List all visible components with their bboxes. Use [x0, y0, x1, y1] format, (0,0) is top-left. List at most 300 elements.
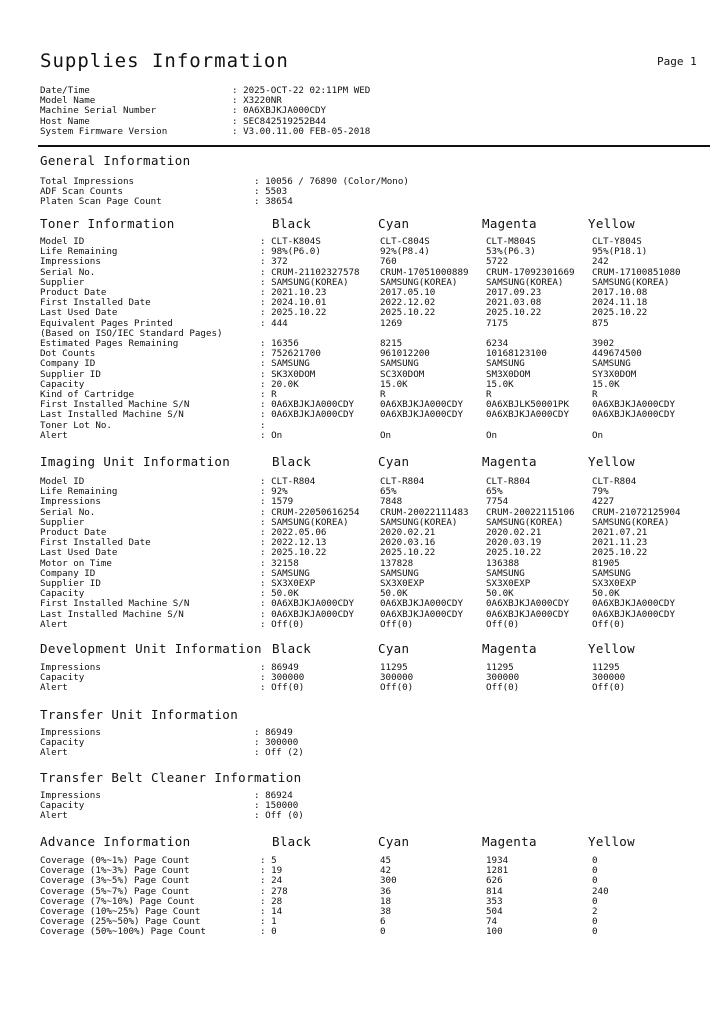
section-title: Development Unit Information: [40, 641, 262, 656]
row-label: Product Date: [40, 287, 107, 298]
row-label: Model ID: [40, 476, 85, 487]
cell-value: : 150000: [254, 800, 299, 812]
cell-value: 300: [380, 875, 397, 887]
cell-value: 7175: [486, 317, 509, 329]
cell-value: : 0A6XBJKJA000CDY: [260, 598, 355, 610]
cell-value: : 2025.10.22: [260, 547, 327, 559]
row-label: Coverage (7%~10%) Page Count: [40, 895, 195, 907]
cell-value: CRUM-17100851080: [592, 266, 681, 278]
column-header: Black: [272, 454, 312, 469]
section-title: Imaging Unit Information: [40, 454, 231, 469]
cell-value: 0A6XBJLK50001PK: [486, 399, 569, 411]
row-label: Company ID: [40, 567, 96, 579]
row-label: Coverage (1%~3%) Page Count: [40, 865, 190, 877]
cell-value: 2020.03.16: [380, 537, 436, 549]
cell-value: CRUM-20022111483: [380, 506, 469, 518]
data-row: [0, 497, 724, 507]
cell-value: 2022.12.02: [380, 297, 436, 309]
cell-value: : 24: [260, 875, 283, 887]
row-label: Capacity: [40, 737, 85, 749]
cell-value: CLT-C804S: [380, 236, 430, 247]
cell-value: 1934: [486, 855, 509, 866]
cell-value: : 372: [260, 256, 288, 268]
cell-value: 7848: [380, 496, 403, 508]
row-label: Estimated Pages Remaining: [40, 338, 179, 349]
row-label: Serial No.: [40, 266, 96, 278]
row-label: Capacity: [40, 800, 85, 812]
cell-value: 15.0K: [380, 378, 408, 390]
cell-value: 0A6XBJKJA000CDY: [486, 598, 569, 610]
row-label: Life Remaining: [40, 246, 118, 258]
cell-value: 137828: [380, 557, 414, 569]
cell-value: : 1579: [260, 496, 294, 508]
cell-value: 242: [592, 256, 609, 268]
cell-value: : 0A6XBJKJA000CDY: [260, 409, 355, 421]
cell-value: : 444: [260, 317, 288, 329]
row-label: First Installed Machine S/N: [40, 598, 190, 610]
cell-value: 1269: [380, 317, 403, 329]
row-label: Supplier: [40, 516, 85, 528]
cell-value: 3902: [592, 338, 615, 349]
cell-value: 0A6XBJKJA000CDY: [486, 409, 569, 421]
cell-value: 0: [592, 875, 598, 887]
cell-value: : CRUM-21102327578: [260, 266, 360, 278]
cell-value: 4227: [592, 496, 615, 508]
row-label: Coverage (25%~50%) Page Count: [40, 916, 201, 928]
cell-value: 0A6XBJKJA000CDY: [592, 608, 675, 620]
cell-value: 353: [486, 895, 503, 907]
cell-value: CRUM-21072125904: [592, 506, 681, 518]
cell-value: : SAMSUNG: [260, 358, 310, 370]
cell-value: 15.0K: [592, 378, 620, 390]
cell-value: : 20.0K: [260, 378, 299, 390]
cell-value: 0A6XBJKJA000CDY: [592, 409, 675, 421]
row-label: Alert: [40, 682, 68, 694]
cell-value: 0A6XBJKJA000CDY: [380, 608, 463, 620]
cell-value: 2025.10.22: [380, 307, 436, 319]
cell-value: : 32158: [260, 557, 299, 569]
cell-value: : 0A6XBJKJA000CDY: [260, 399, 355, 411]
cell-value: Off(0): [592, 682, 626, 694]
cell-value: 2017.09.23: [486, 287, 542, 298]
column-header: Magenta: [482, 834, 537, 849]
cell-value: : 2022.05.06: [260, 527, 327, 538]
column-header: Magenta: [482, 641, 537, 656]
header-value: : 2025-OCT-22 02:11PM WED: [232, 85, 371, 96]
cell-value: 95%(P18.1): [592, 246, 648, 258]
row-label: Serial No.: [40, 506, 96, 518]
row-label: Supplier ID: [40, 368, 101, 380]
cell-value: 2020.02.21: [380, 527, 436, 538]
column-header: Cyan: [378, 834, 410, 849]
cell-value: 136388: [486, 557, 520, 569]
column-header: Cyan: [378, 454, 410, 469]
cell-value: : SAMSUNG(KOREA): [260, 516, 349, 528]
cell-value: 0A6XBJKJA000CDY: [380, 598, 463, 610]
data-row: [0, 247, 724, 257]
column-header: Magenta: [482, 454, 537, 469]
cell-value: 8215: [380, 338, 403, 349]
section-title: Transfer Unit Information: [40, 707, 239, 722]
cell-value: SAMSUNG: [380, 358, 419, 370]
cell-value: : Off (0): [254, 810, 304, 822]
column-header: Yellow: [588, 834, 635, 849]
column-header: Magenta: [482, 216, 537, 231]
row-label: First Installed Date: [40, 297, 151, 309]
cell-value: 42: [380, 865, 392, 877]
header-value: : 0A6XBJKJA000CDY: [232, 105, 327, 117]
cell-value: CLT-Y804S: [592, 236, 642, 247]
data-row: [0, 548, 724, 558]
cell-value: : 2022.12.13: [260, 537, 327, 549]
row-label: Alert: [40, 747, 68, 759]
row-label: Alert: [40, 429, 68, 441]
cell-value: 0A6XBJKJA000CDY: [380, 409, 463, 421]
cell-value: : 98%(P6.0): [260, 246, 321, 258]
cell-value: : 10056 / 76890 (Color/Mono): [254, 176, 409, 187]
column-header: Black: [272, 216, 312, 231]
data-row: [0, 927, 724, 937]
row-label: Alert: [40, 810, 68, 822]
cell-value: 53%(P6.3): [486, 246, 536, 258]
row-label: Capacity: [40, 378, 85, 390]
row-label: Coverage (10%~25%) Page Count: [40, 906, 201, 917]
cell-value: : 278: [260, 885, 288, 897]
cell-value: 814: [486, 885, 503, 897]
cell-value: On: [486, 429, 498, 441]
cell-value: : 2025.10.22: [260, 307, 327, 319]
cell-value: 2025.10.22: [380, 547, 436, 559]
cell-value: CLT-R804: [380, 476, 425, 487]
cell-value: : 16356: [260, 338, 299, 349]
cell-value: Off(0): [486, 618, 520, 630]
cell-value: 2020.02.21: [486, 527, 542, 538]
cell-value: SAMSUNG(KOREA): [486, 276, 564, 288]
header-label: Date/Time: [40, 85, 90, 96]
cell-value: : 2021.10.23: [260, 287, 327, 298]
cell-value: CLT-R804: [592, 476, 637, 487]
cell-value: 11295: [592, 662, 620, 673]
cell-value: 2025.10.22: [592, 307, 648, 319]
cell-value: : 14: [260, 906, 283, 917]
header-row: [0, 86, 724, 96]
row-label: Impressions: [40, 662, 101, 673]
row-label: Coverage (3%~5%) Page Count: [40, 875, 190, 887]
cell-value: 1281: [486, 865, 509, 877]
cell-value: 5722: [486, 256, 509, 268]
cell-value: 2025.10.22: [592, 547, 648, 559]
row-label: Toner Lot No.: [40, 419, 112, 431]
header-value: : V3.00.11.00 FEB-05-2018: [232, 125, 371, 137]
cell-value: SAMSUNG: [486, 358, 525, 370]
data-row: [0, 728, 724, 738]
cell-value: SAMSUNG(KOREA): [592, 276, 670, 288]
row-label: Coverage (50%~100%) Page Count: [40, 926, 206, 938]
cell-value: 0A6XBJKJA000CDY: [486, 608, 569, 620]
cell-value: 15.0K: [486, 378, 514, 390]
cell-value: Off(0): [592, 618, 626, 630]
cell-value: 50.0K: [380, 588, 408, 600]
cell-value: 2025.10.22: [486, 547, 542, 559]
header-label: System Firmware Version: [40, 125, 168, 137]
cell-value: : 92%: [260, 486, 288, 498]
row-label: Last Used Date: [40, 547, 118, 559]
row-label: Alert: [40, 618, 68, 630]
cell-value: 6234: [486, 338, 509, 349]
cell-value: 0: [592, 855, 598, 866]
header-label: Host Name: [40, 115, 90, 127]
cell-value: 2024.11.18: [592, 297, 648, 309]
row-label: Platen Scan Page Count: [40, 196, 162, 208]
cell-value: : CRUM-22050616254: [260, 506, 360, 518]
cell-value: SC3X0DOM: [380, 368, 425, 380]
header-label: Model Name: [40, 95, 96, 107]
cell-value: 65%: [486, 486, 503, 498]
column-header: Black: [272, 641, 312, 656]
cell-value: : 0: [260, 926, 277, 938]
cell-value: 504: [486, 906, 503, 917]
cell-value: 300000: [486, 672, 520, 684]
cell-value: : SAMSUNG: [260, 567, 310, 579]
data-row: [0, 811, 724, 821]
cell-value: SAMSUNG: [592, 567, 631, 579]
data-row: [0, 257, 724, 267]
row-label: Motor on Time: [40, 557, 112, 569]
cell-value: 11295: [486, 662, 514, 673]
cell-value: 2021.07.21: [592, 527, 648, 538]
cell-value: : 86924: [254, 790, 293, 801]
cell-value: On: [380, 429, 392, 441]
data-row: [0, 421, 724, 431]
cell-value: 81905: [592, 557, 620, 569]
data-row: [0, 359, 724, 369]
cell-value: 100: [486, 926, 503, 938]
cell-value: : 300000: [260, 672, 305, 684]
cell-value: 2025.10.22: [486, 307, 542, 319]
page-title: Supplies Information: [40, 50, 289, 72]
data-row: [0, 738, 724, 748]
row-label: Impressions: [40, 727, 101, 738]
header-value: : SEC842519252B44: [232, 115, 327, 127]
cell-value: SM3X0DOM: [486, 368, 531, 380]
cell-value: On: [592, 429, 604, 441]
cell-value: 0: [592, 895, 598, 907]
cell-value: CRUM-20022115106: [486, 506, 575, 518]
cell-value: 36: [380, 885, 392, 897]
row-label: Impressions: [40, 496, 101, 508]
cell-value: : SK3X0DOM: [260, 368, 316, 380]
section-title: Advance Information: [40, 834, 191, 849]
cell-value: 0: [592, 865, 598, 877]
cell-value: 2: [592, 906, 598, 917]
cell-value: 760: [380, 256, 397, 268]
cell-value: : CLT-K804S: [260, 236, 321, 247]
cell-value: R: [592, 389, 598, 400]
cell-value: 2021.11.23: [592, 537, 648, 549]
cell-value: Off(0): [380, 618, 414, 630]
row-label: Last Installed Machine S/N: [40, 608, 184, 620]
cell-value: 0: [592, 916, 598, 928]
cell-value: 300000: [592, 672, 626, 684]
cell-value: 2017.10.08: [592, 287, 648, 298]
data-row: [0, 791, 724, 801]
row-label: Product Date: [40, 527, 107, 538]
data-row: [0, 197, 724, 207]
column-header: Yellow: [588, 454, 635, 469]
header-row: [0, 127, 724, 137]
data-row: [0, 487, 724, 497]
cell-value: : 752621700: [260, 348, 321, 360]
cell-value: 50.0K: [592, 588, 620, 600]
cell-value: : 86949: [254, 727, 293, 738]
row-label: First Installed Date: [40, 537, 151, 549]
section-title: General Information: [40, 153, 191, 168]
cell-value: 50.0K: [486, 588, 514, 600]
cell-value: SAMSUNG: [380, 567, 419, 579]
cell-value: SAMSUNG: [486, 567, 525, 579]
cell-value: 92%(P8.4): [380, 246, 430, 258]
cell-value: : 0A6XBJKJA000CDY: [260, 608, 355, 620]
cell-value: : R: [260, 389, 277, 400]
cell-value: CLT-M804S: [486, 236, 536, 247]
data-row: [0, 308, 724, 318]
cell-value: SAMSUNG(KOREA): [486, 516, 564, 528]
cell-value: 0: [592, 926, 598, 938]
cell-value: : 86949: [260, 662, 299, 673]
cell-value: CRUM-17092301669: [486, 266, 575, 278]
row-label: First Installed Machine S/N: [40, 399, 190, 411]
row-label: Coverage (0%~1%) Page Count: [40, 855, 190, 866]
cell-value: : Off(0): [260, 618, 305, 630]
cell-value: : On: [260, 429, 283, 441]
cell-value: 961012200: [380, 348, 430, 360]
column-header: Cyan: [378, 216, 410, 231]
row-label: Life Remaining: [40, 486, 118, 498]
cell-value: 0A6XBJKJA000CDY: [380, 399, 463, 411]
cell-value: : 28: [260, 895, 283, 907]
row-label: Last Installed Machine S/N: [40, 409, 184, 421]
cell-value: SAMSUNG(KOREA): [380, 516, 458, 528]
cell-value: SY3X0DOM: [592, 368, 637, 380]
row-label: Equivalent Pages Printed: [40, 317, 173, 329]
cell-value: 18: [380, 895, 392, 907]
cell-value: 38: [380, 906, 392, 917]
cell-value: : 50.0K: [260, 588, 299, 600]
cell-value: CLT-R804: [486, 476, 531, 487]
row-label: Impressions: [40, 256, 101, 268]
cell-value: 2020.03.19: [486, 537, 542, 549]
row-label: Supplier ID: [40, 578, 101, 589]
cell-value: 45: [380, 855, 392, 866]
row-label: Kind of Cartridge: [40, 389, 135, 400]
page-number: Page 1: [657, 55, 697, 68]
data-row: [0, 431, 724, 441]
cell-value: 11295: [380, 662, 408, 673]
cell-value: : 2024.10.01: [260, 297, 327, 309]
data-row: [0, 620, 724, 630]
cell-value: CRUM-17051000889: [380, 266, 469, 278]
section-title: Toner Information: [40, 216, 175, 231]
cell-value: : SX3X0EXP: [260, 578, 316, 589]
cell-value: 2017.05.10: [380, 287, 436, 298]
cell-value: : 19: [260, 865, 283, 877]
row-label: Capacity: [40, 672, 85, 684]
cell-value: R: [380, 389, 386, 400]
cell-value: R: [486, 389, 492, 400]
cell-value: SX3X0EXP: [380, 578, 425, 589]
row-label: Dot Counts: [40, 348, 96, 360]
cell-value: 6: [380, 916, 386, 928]
data-row: [0, 410, 724, 420]
cell-value: 74: [486, 916, 498, 928]
row-label: Total Impressions: [40, 176, 135, 187]
cell-value: Off(0): [486, 682, 520, 694]
data-row: [0, 801, 724, 811]
cell-value: : Off(0): [260, 682, 305, 694]
cell-value: : Off (2): [254, 747, 304, 759]
row-label: Company ID: [40, 358, 96, 370]
cell-value: SX3X0EXP: [592, 578, 637, 589]
cell-value: :: [260, 419, 266, 431]
cell-value: Off(0): [380, 682, 414, 694]
data-row: [0, 683, 724, 693]
column-header: Black: [272, 834, 312, 849]
cell-value: 0: [380, 926, 386, 938]
header-label: Machine Serial Number: [40, 105, 157, 117]
cell-value: : 5: [260, 855, 277, 866]
cell-value: 449674500: [592, 348, 642, 360]
cell-value: 626: [486, 875, 503, 887]
cell-value: SAMSUNG(KOREA): [380, 276, 458, 288]
cell-value: : 5503: [254, 186, 288, 198]
cell-value: 65%: [380, 486, 397, 498]
cell-value: : 1: [260, 916, 277, 928]
data-row: [0, 599, 724, 609]
section-title: Transfer Belt Cleaner Information: [40, 770, 302, 785]
data-row: [0, 876, 724, 886]
cell-value: 7754: [486, 496, 509, 508]
cell-value: SAMSUNG: [592, 358, 631, 370]
cell-value: 0A6XBJKJA000CDY: [592, 598, 675, 610]
cell-value: 10168123100: [486, 348, 547, 360]
data-row: [0, 748, 724, 758]
cell-value: : 38654: [254, 196, 293, 208]
cell-value: 875: [592, 317, 609, 329]
row-label: Impressions: [40, 790, 101, 801]
row-label: Coverage (5%~7%) Page Count: [40, 885, 190, 897]
cell-value: 300000: [380, 672, 414, 684]
row-label: ADF Scan Counts: [40, 186, 123, 198]
cell-value: : 300000: [254, 737, 299, 749]
row-label: Supplier: [40, 276, 85, 288]
row-label: (Based on ISO/IEC Standard Pages): [40, 327, 223, 339]
header-value: : X3220NR: [232, 95, 282, 107]
column-header: Cyan: [378, 641, 410, 656]
header-row: [0, 106, 724, 116]
cell-value: SX3X0EXP: [486, 578, 531, 589]
column-header: Yellow: [588, 216, 635, 231]
cell-value: 2021.03.08: [486, 297, 542, 309]
row-label: Last Used Date: [40, 307, 118, 319]
row-label: Model ID: [40, 236, 85, 247]
column-header: Yellow: [588, 641, 635, 656]
cell-value: 79%: [592, 486, 609, 498]
header-divider: [38, 145, 710, 147]
cell-value: : SAMSUNG(KOREA): [260, 276, 349, 288]
cell-value: 240: [592, 885, 609, 897]
cell-value: 0A6XBJKJA000CDY: [592, 399, 675, 411]
cell-value: SAMSUNG(KOREA): [592, 516, 670, 528]
